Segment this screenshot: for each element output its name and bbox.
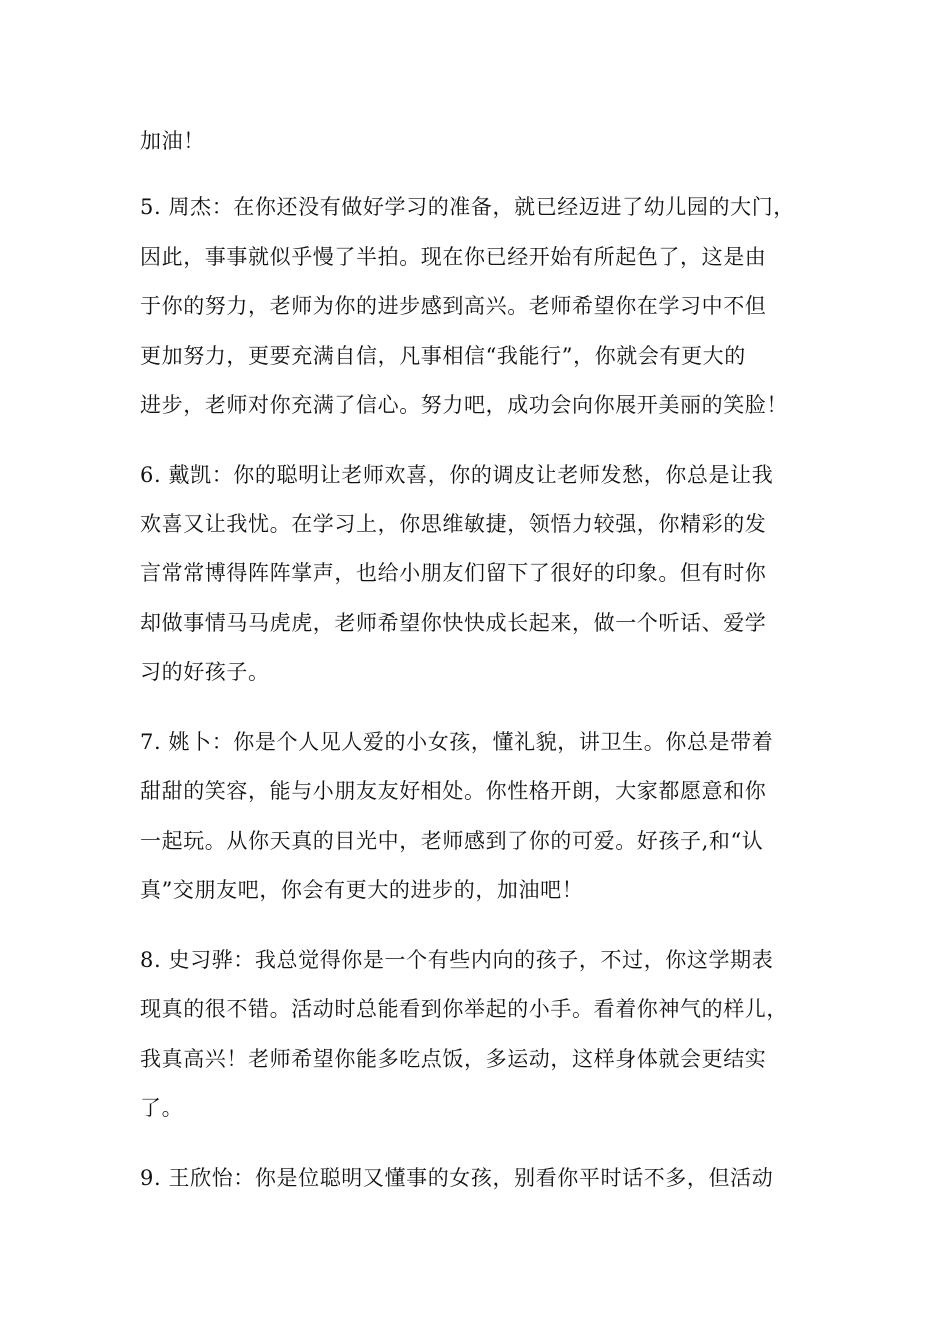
- text-line: 5. 周杰：在你还没有做好学习的准备，就已经迈进了幼儿园的大门，: [140, 195, 795, 219]
- text-line: 于你的努力，老师为你的进步感到高兴。老师希望你在学习中不但: [140, 294, 767, 318]
- text-line: 了。: [140, 1096, 184, 1120]
- text-line: 9. 王欣怡：你是位聪明又懂事的女孩，别看你平时话不多，但活动: [140, 1166, 774, 1190]
- text-line: 现真的很不错。活动时总能看到你举起的小手。看着你神气的样儿，: [140, 997, 788, 1021]
- text-line: 因此，事事就似乎慢了半拍。现在你已经开始有所起色了，这是由: [140, 245, 767, 269]
- text-line: 欢喜又让我忧。在学习上，你思维敏捷，领悟力较强，你精彩的发: [140, 512, 767, 536]
- text-line: 习的好孩子。: [140, 660, 270, 684]
- text-line: 加油！: [140, 129, 205, 153]
- text-line: 我真高兴！老师希望你能多吃点饭，多运动，这样身体就会更结实: [140, 1047, 767, 1071]
- text-line: 进步，老师对你充满了信心。努力吧，成功会向你展开美丽的笑脸！: [140, 393, 788, 417]
- text-line: 甜甜的笑容，能与小朋友友好相处。你性格开朗，大家都愿意和你: [140, 779, 767, 803]
- text-line: 更加努力，更要充满自信，凡事相信“我能行”，你就会有更大的: [140, 344, 746, 368]
- text-line: 却做事情马马虎虎，老师希望你快快成长起来，做一个听话、爱学: [140, 611, 767, 635]
- text-line: 7. 姚卜：你是个人见人爱的小女孩，懂礼貌，讲卫生。你总是带着: [140, 730, 774, 754]
- text-line: 真”交朋友吧，你会有更大的进步的，加油吧！: [140, 878, 584, 902]
- text-line: 言常常博得阵阵掌声，也给小朋友们留下了很好的印象。但有时你: [140, 561, 767, 585]
- text-line: 6. 戴凯：你的聪明让老师欢喜，你的调皮让老师发愁，你总是让我: [140, 463, 774, 487]
- text-line: 一起玩。从你天真的目光中，老师感到了你的可爱。好孩子,和“认: [140, 829, 764, 853]
- text-line: 8. 史习骅：我总觉得你是一个有些内向的孩子，不过，你这学期表: [140, 948, 774, 972]
